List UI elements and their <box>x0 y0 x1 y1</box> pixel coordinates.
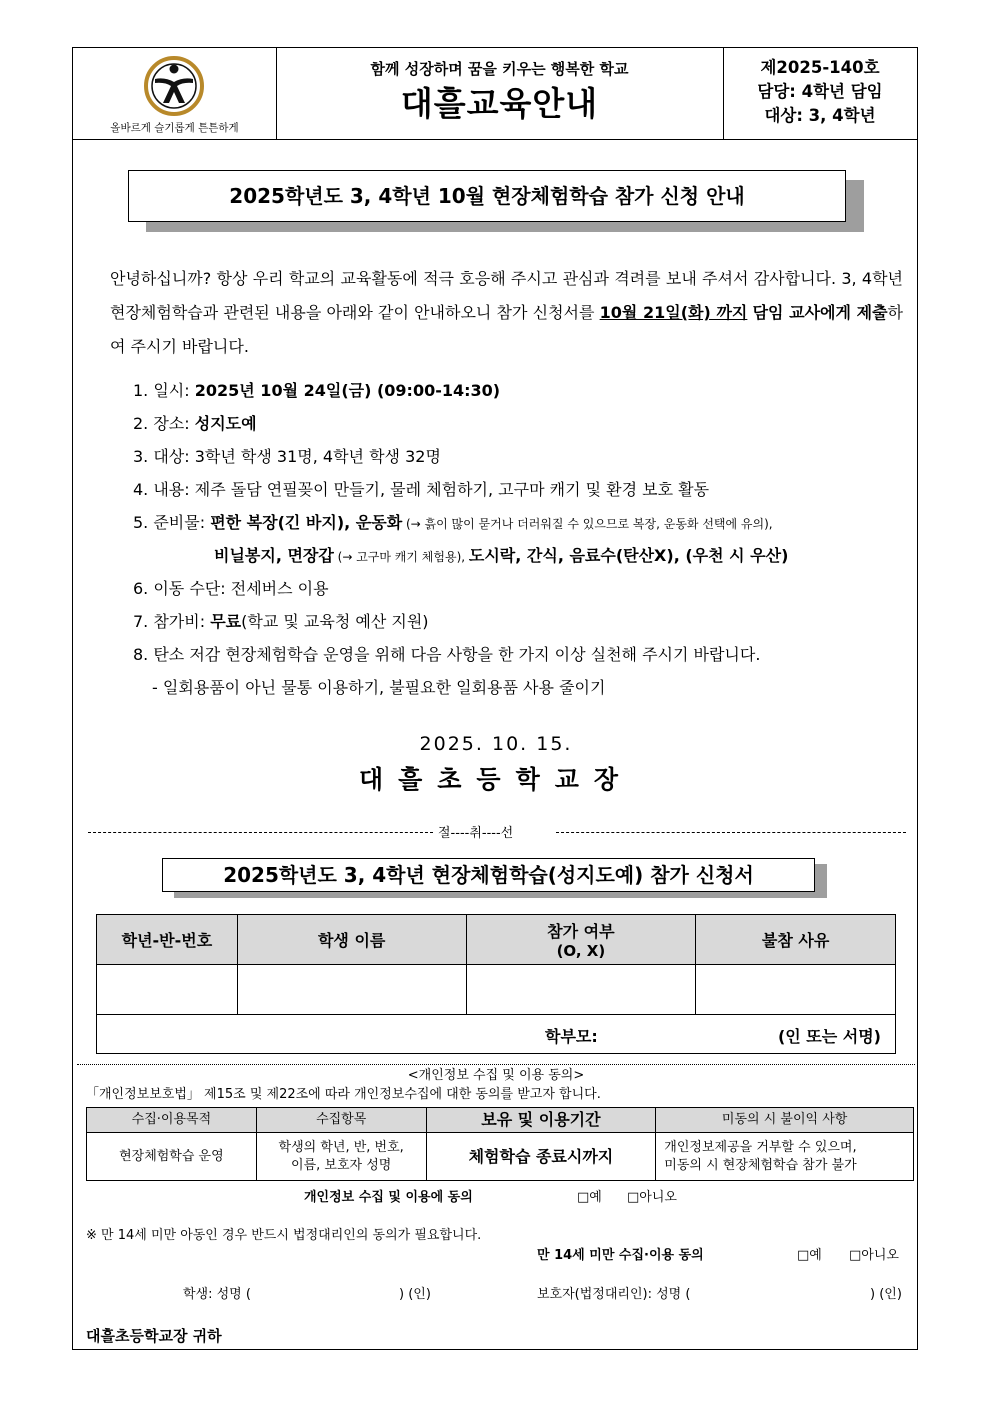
intro-paragraph <box>110 262 903 364</box>
school-motto: 올바르게 슬기롭게 튼튼하게 <box>110 122 239 134</box>
deadline: 10월 21일(화) 까지 <box>599 303 748 322</box>
sign-label: (인 또는 서명) <box>777 1027 881 1046</box>
cut-line <box>88 822 906 842</box>
recipient: 대흘초등학교장 귀하 <box>86 1327 222 1345</box>
item-date <box>133 378 500 401</box>
item-fee-label: 7. 참가비: <box>133 612 211 631</box>
header <box>73 48 917 140</box>
col-participation-label: 참가 여부 <box>547 922 615 941</box>
intro-line-2-end: 하여 주시기 바랍니다. <box>110 303 904 356</box>
principal-name: 대흘초등학교장 <box>358 765 634 794</box>
notice-date: 2025. 10. 15. <box>419 733 573 755</box>
privacy-disadvantage-line1: 개인정보제공을 거부할 수 있으며, <box>664 1139 857 1155</box>
minor-consent-question: 만 14세 미만 수집·이용 동의 <box>537 1248 704 1263</box>
col-class-number: 학년-반-번호 <box>97 915 238 965</box>
issue-number: 제2025-140호 <box>760 58 880 77</box>
parent-sign-row[interactable] <box>97 1015 896 1054</box>
item-fee-note: (학교 및 교육청 예산 지원) <box>241 612 429 631</box>
guardian-seal[interactable]: ) (인) <box>870 1287 902 1302</box>
item-fee <box>133 609 429 632</box>
item-transport: 6. 이동 수단: 전세버스 이용 <box>133 579 329 598</box>
item-date-value: 2025년 10월 24일(금) (09:00-14:30) <box>194 381 501 400</box>
privacy-col-items: 수집항목 <box>256 1108 426 1133</box>
guardian-sign-label: 보호자(법정대리인): 성명 ( <box>537 1287 691 1302</box>
privacy-period: 체험학습 종료시까지 <box>426 1133 656 1181</box>
input-student-name[interactable] <box>237 965 466 1015</box>
header-info <box>723 48 917 139</box>
school-logo-box <box>73 48 277 139</box>
cut-dash-right <box>556 832 906 833</box>
school-slogan: 함께 성장하며 꿈을 키우는 행복한 학교 <box>370 60 629 78</box>
col-student-name: 학생 이름 <box>237 915 466 965</box>
privacy-table <box>86 1107 914 1181</box>
privacy-col-period: 보유 및 이용기간 <box>426 1108 656 1133</box>
minor-yes-checkbox[interactable]: □예 <box>797 1248 822 1263</box>
item-date-label: 1. 일시: <box>133 381 195 400</box>
input-class-number[interactable] <box>97 965 238 1015</box>
student-seal[interactable]: ) (인) <box>399 1287 431 1302</box>
item-supplies <box>133 510 773 533</box>
minor-note: ※ 만 14세 미만 아동인 경우 반드시 법정대리인의 동의가 필요합니다. <box>86 1228 482 1243</box>
privacy-items-line2: 이름, 보호자 성명 <box>291 1157 392 1173</box>
item-supplies-cont <box>214 543 788 566</box>
cut-label: 절----취----선 <box>438 826 514 841</box>
privacy-purpose: 현장체험학습 운영 <box>87 1133 257 1181</box>
person-in-charge: 담당: 4학년 담임 <box>757 82 883 101</box>
privacy-disadvantage <box>656 1133 914 1181</box>
item-supplies-label: 5. 준비물: <box>133 513 211 532</box>
application-title: 2025학년도 3, 4학년 현장체험학습(성지도예) 참가 신청서 <box>162 858 815 892</box>
item-carbon-sub: - 일회용품이 아닌 물통 이용하기, 불필요한 일회용품 사용 줄이기 <box>152 678 606 697</box>
application-table <box>96 914 896 1054</box>
privacy-title: <개인정보 수집 및 이용 동의> <box>407 1068 585 1083</box>
intro-line-1: 안녕하십니까? 항상 우리 학교의 교육활동에 적극 호응해 주시고 관심과 격려를 보내 주셔서 감사합니다. <box>110 269 837 288</box>
submit-to: 담임 교사에게 제출 <box>752 303 888 322</box>
supplies-gloves-note: (→ 고구마 캐기 체험용), <box>333 550 469 564</box>
supplies-gloves: 비닐봉지, 면장갑 <box>214 546 334 565</box>
input-absence-reason[interactable] <box>696 965 896 1015</box>
item-fee-value: 무료 <box>210 612 242 631</box>
privacy-law: 「개인정보보호법」 제15조 및 제22조에 따라 개인정보수집에 대한 동의를 받고자 합니다. <box>86 1087 601 1102</box>
intro-line-2: 3, 4학년 현장체험학습과 관련된 내용을 아래와 같이 안내하오니 참가 신청서를 <box>110 269 903 322</box>
parent-label: 학부모: <box>545 1027 598 1046</box>
school-emblem-icon <box>143 55 205 117</box>
consent-yes-checkbox[interactable]: □예 <box>577 1190 602 1205</box>
header-center <box>276 48 724 139</box>
privacy-col-disadvantage: 미동의 시 불이익 사항 <box>656 1108 914 1133</box>
cut-dash-left <box>88 832 433 833</box>
supplies-food: 도시락, 간식, 음료수(탄산X), (우천 시 우산) <box>468 546 789 565</box>
supplies-clothing: 편한 복장(긴 바지), 운동화 <box>210 513 403 532</box>
item-place-label: 2. 장소: <box>133 414 195 433</box>
notice-title: 2025학년도 3, 4학년 10월 현장체험학습 참가 신청 안내 <box>128 170 846 222</box>
item-carbon: 8. 탄소 저감 현장체험학습 운영을 위해 다음 사항을 한 가지 이상 실천해 주시기 바랍니다. <box>133 645 761 664</box>
col-participation-options: (O, X) <box>556 942 606 960</box>
minor-no-checkbox[interactable]: □아니오 <box>849 1248 899 1263</box>
privacy-disadvantage-line2: 미동의 시 현장체험학습 참가 불가 <box>664 1157 857 1173</box>
item-place <box>133 411 257 434</box>
item-target: 3. 대상: 3학년 학생 31명, 4학년 학생 32명 <box>133 447 441 466</box>
input-participation[interactable] <box>466 965 696 1015</box>
student-sign-label: 학생: 성명 ( <box>183 1287 251 1302</box>
privacy-items <box>256 1133 426 1181</box>
target-grades: 대상: 3, 4학년 <box>764 106 876 125</box>
newsletter-title: 대흘교육안내 <box>400 84 599 123</box>
item-place-value: 성지도예 <box>194 414 257 433</box>
privacy-items-line1: 학생의 학년, 반, 번호, <box>278 1139 404 1155</box>
supplies-clothing-note: (→ 흙이 많이 묻거나 더러워질 수 있으므로 복장, 운동화 선택에 유의), <box>402 517 773 531</box>
col-absence-reason: 불참 사유 <box>696 915 896 965</box>
privacy-col-purpose: 수집·이용목적 <box>87 1108 257 1133</box>
consent-question: 개인정보 수집 및 이용에 동의 <box>304 1190 473 1205</box>
consent-no-checkbox[interactable]: □아니오 <box>627 1190 677 1205</box>
col-participation <box>466 915 696 965</box>
item-content: 4. 내용: 제주 돌담 연필꽂이 만들기, 물레 체험하기, 고구마 캐기 및 환경 보호 활동 <box>133 480 710 499</box>
